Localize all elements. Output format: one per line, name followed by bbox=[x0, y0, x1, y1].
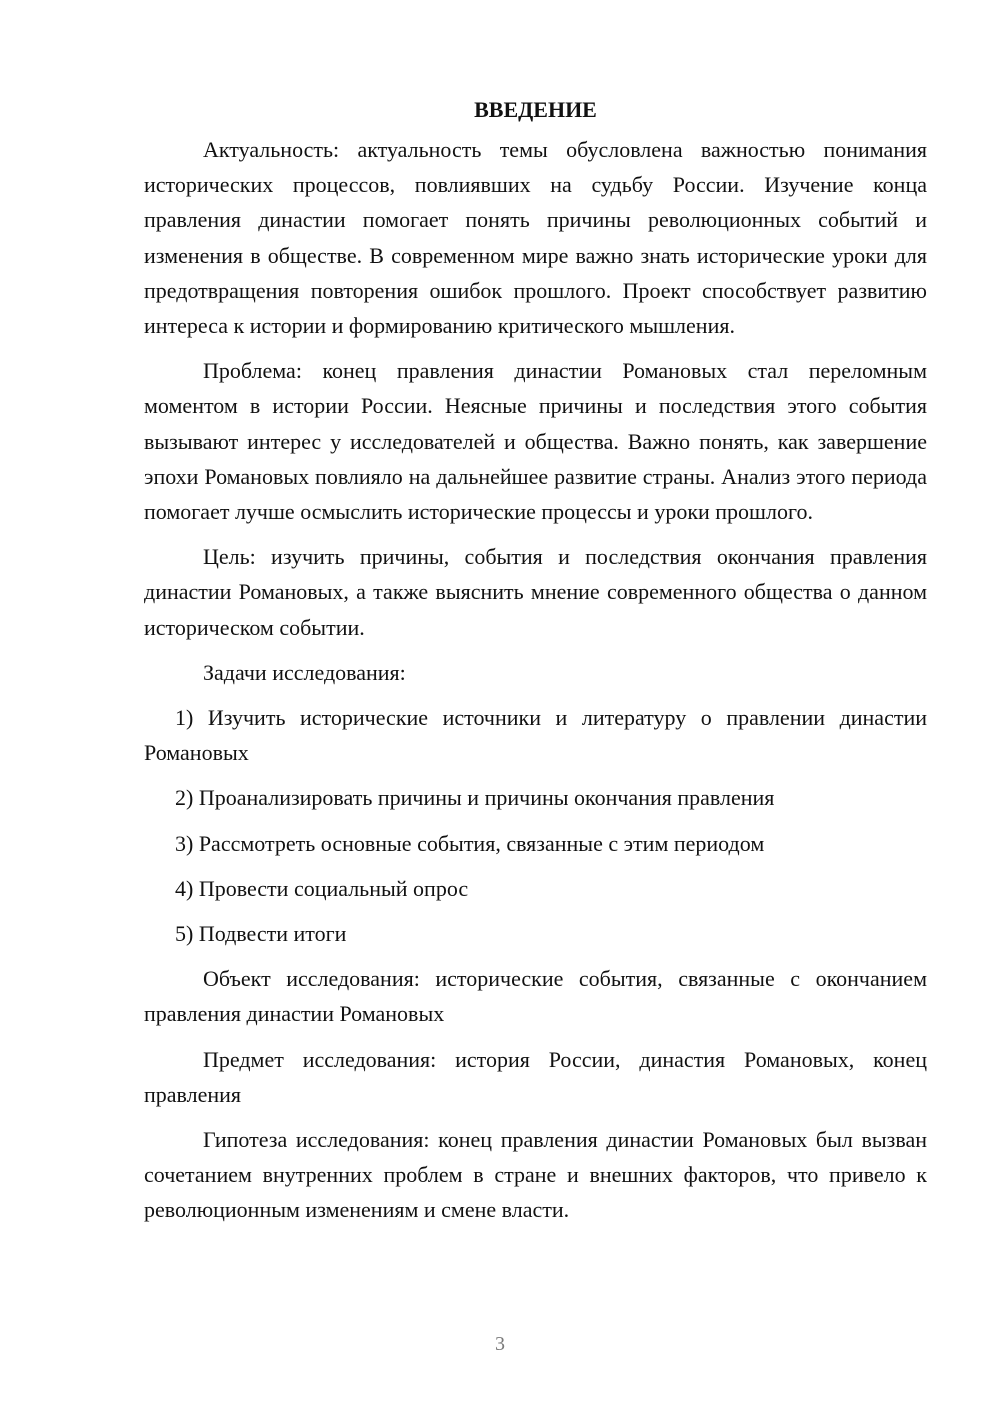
task-item-1: 1) Изучить исторические источники и литературу о правлении династии Романовых bbox=[144, 705, 927, 766]
paragraph-object: Объект исследования: исторические события, связанные с окончанием правления династии Романовых bbox=[144, 966, 927, 1027]
document-title: ВВЕДЕНИЕ bbox=[474, 97, 597, 122]
task-item-4: 4) Провести социальный опрос bbox=[175, 875, 469, 901]
task-item-3: 3) Рассмотреть основные события, связанные с этим периодом bbox=[175, 830, 765, 856]
tasks-list bbox=[144, 700, 927, 951]
paragraph-goal: Цель: изучить причины, события и последствия окончания правления династии Романовых, а также выяснить мнение современного общества о данном историческом событии. bbox=[144, 544, 927, 640]
page-number: 3 bbox=[495, 1333, 505, 1355]
paragraph-hypothesis: Гипотеза исследования: конец правления династии Романовых был вызван сочетанием внутренних проблем в стране и внешних факторов, что привело к революционным изменениям и смене власти. bbox=[144, 1127, 927, 1223]
document-page bbox=[144, 92, 927, 1228]
paragraph-problem: Проблема: конец правления династии Романовых стал переломным моментом в истории России. Неясные причины и последствия этого события вызывают интерес у исследователей и общества. Важно понять, как завершение эпохи Романовых повлияло на дальнейшее развитие страны. Анализ этого периода помогает лучше осмыслить исторические процессы и уроки прошлого. bbox=[144, 358, 927, 525]
paragraph-relevance: Актуальность: актуальность темы обусловлена важностью понимания исторических процессов, повлиявших на судьбу России. Изучение конца правления династии помогает понять причины революционных событий и изменения в обществе. В современном мире важно знать исторические уроки для предотвращения повторения ошибок прошлого. Проект способствует развитию интереса к истории и формированию критического мышления. bbox=[144, 137, 927, 339]
task-item-5: 5) Подвести итоги bbox=[175, 921, 347, 947]
tasks-heading: Задачи исследования: bbox=[203, 659, 406, 685]
paragraph-subject: Предмет исследования: история России, династия Романовых, конец правления bbox=[144, 1046, 927, 1107]
task-item-2: 2) Проанализировать причины и причины окончания правления bbox=[175, 785, 775, 811]
